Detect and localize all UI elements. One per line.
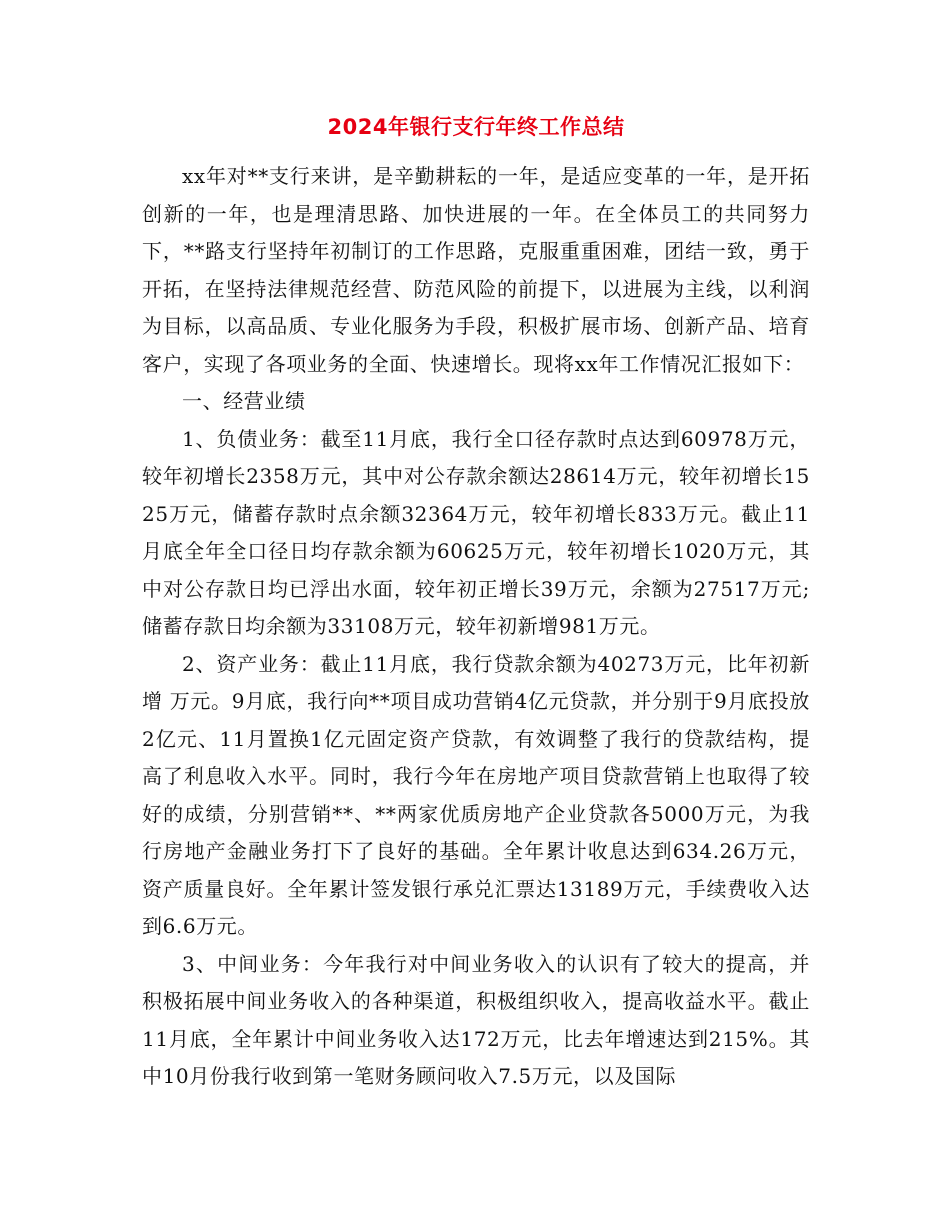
document-title: 2024年银行支行年终工作总结	[327, 115, 625, 139]
section-heading-performance: 一、经营业绩	[182, 389, 306, 413]
paragraph-liability-business: 1、负债业务：截至11月底，我行全口径存款时点达到60978万元，较年初增长2358万元，其中对公存款余额达28614万元，较年初增长1525万元，储蓄存款时点余额32364万元，较年初增长833万元。截止11月底全年全口径日均存款余额为60625万元，较年初增长1020万元，其中对公存款日均已浮出水面，较年初正增长39万元，余额为27517万元;储蓄存款日均余额为33108万元，较年初新增981万元。	[142, 426, 810, 638]
paragraph-asset-business: 2、资产业务：截止11月底，我行贷款余额为40273万元，比年初新增 万元。9月底，我行向**项目成功营销4亿元贷款，并分别于9月底投放2亿元、11月置换1亿元固定资产贷款，有效调整了我行的贷款结构，提高了利息收入水平。同时，我行今年在房地产项目贷款营销上也取得了较好的成绩，分别营销**、**两家优质房地产企业贷款各5000万元，为我行房地产金融业务打下了良好的基础。全年累计收息达到634.26万元，资产质量良好。全年累计签发银行承兑汇票达13189万元，手续费收入达到6.6万元。	[142, 651, 810, 938]
paragraph-intro: xx年对**支行来讲，是辛勤耕耘的一年，是适应变革的一年，是开拓创新的一年，也是理清思路、加快进展的一年。在全体员工的共同努力下，**路支行坚持年初制订的工作思路，克服重重困难，团结一致，勇于开拓，在坚持法律规范经营、防范风险的前提下，以进展为主线，以利润为目标，以高品质、专业化服务为手段，积极扩展市场、创新产品、培育客户，实现了各项业务的全面、快速增长。现将xx年工作情况汇报如下：	[142, 164, 810, 376]
paragraph-intermediate-business: 3、中间业务：今年我行对中间业务收入的认识有了较大的提高，并积极拓展中间业务收入的各种渠道，积极组织收入，提高收益水平。截止11月底，全年累计中间业务收入达172万元，比去年增速达到215%。其中10月份我行收到第一笔财务顾问收入7.5万元，以及国际	[142, 951, 810, 1088]
